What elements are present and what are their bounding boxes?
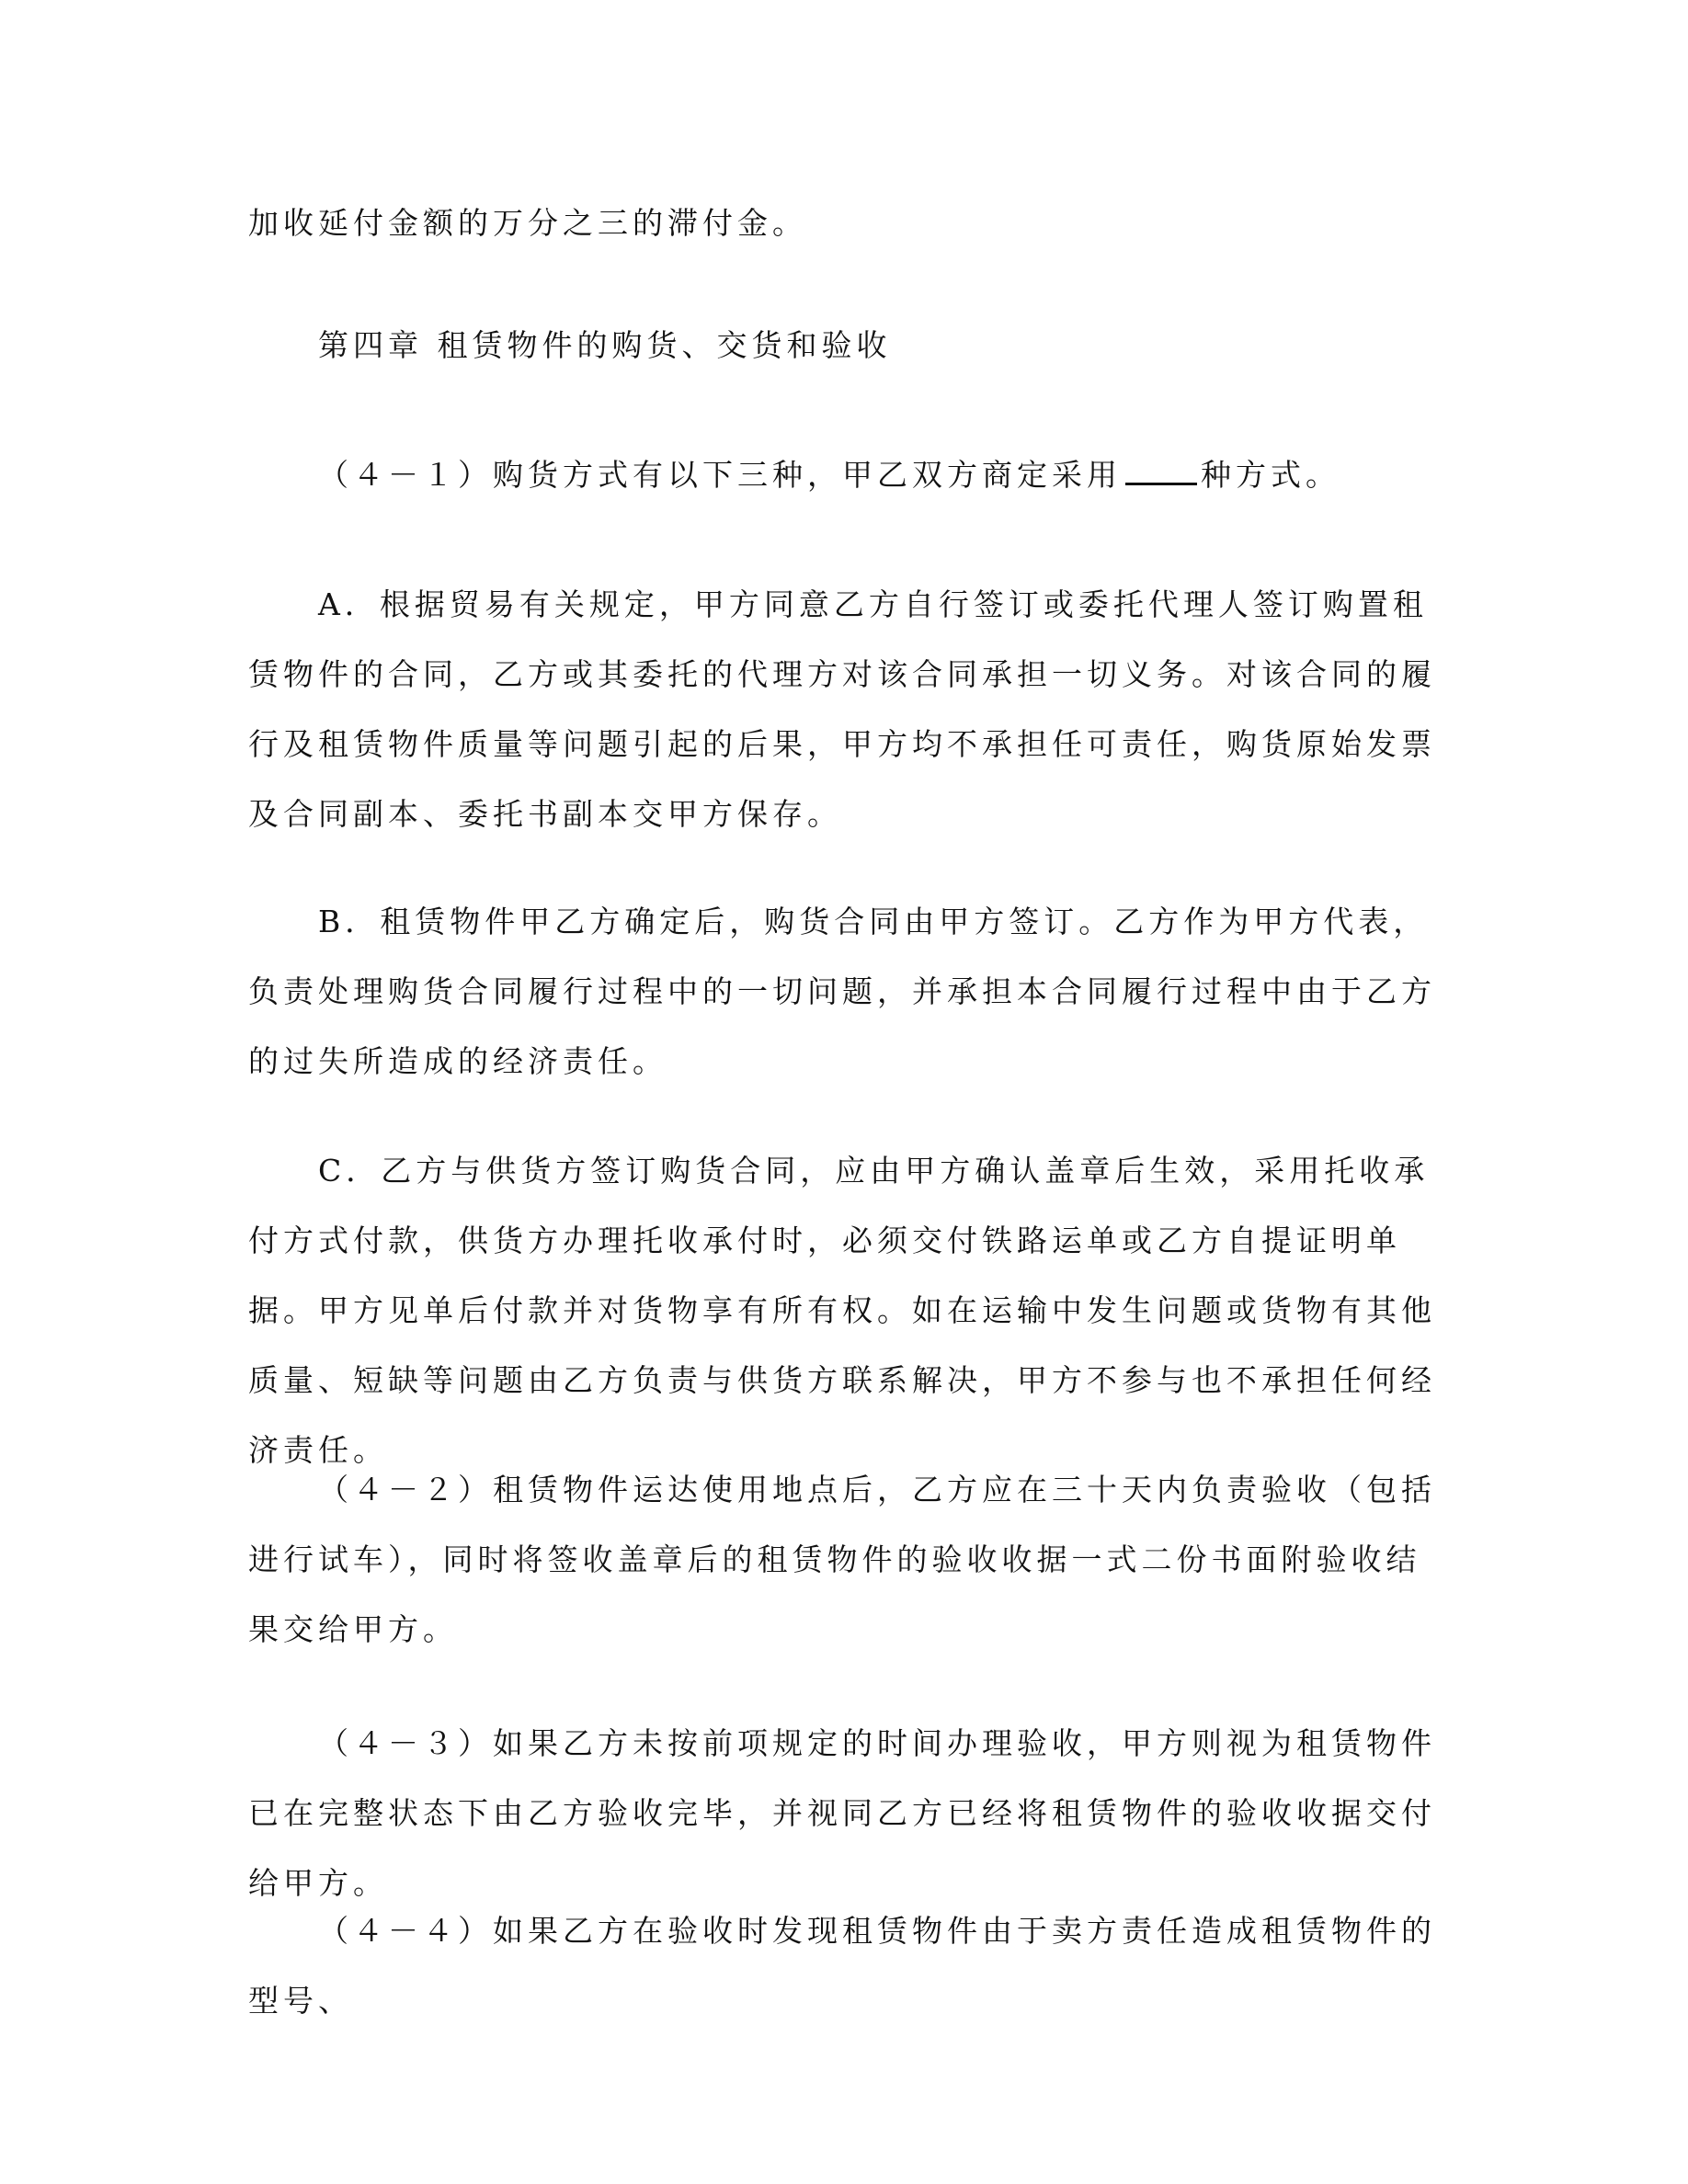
chapter-title: 第四章 租赁物件的购货、交货和验收 [318, 327, 892, 363]
paragraph-4-2 [248, 1455, 1440, 1665]
paragraph-text: A．根据贸易有关规定，甲方同意乙方自行签订或委托代理人签订购置租赁物件的合同，乙方或其委托的代理方对该合同承担一切义务。对该合同的履行及租赁物件质量等问题引起的后果，甲方均不承担任可责任，购货原始发票及合同副本、委托书副本交甲方保存。 [248, 586, 1436, 832]
fill-in-blank [1125, 459, 1197, 485]
paragraph-4-4 [248, 1896, 1440, 2036]
paragraph-b [248, 887, 1440, 1097]
paragraph-late-fee [248, 188, 1440, 258]
paragraph-text: （４－３）如果乙方未按前项规定的时间办理验收，甲方则视为租赁物件已在完整状态下由乙方验收完毕，并视同乙方已经将租赁物件的验收收据交付给甲方。 [248, 1725, 1436, 1901]
chapter-heading [248, 311, 1440, 381]
paragraph-text: C．乙方与供货方签订购货合同，应由甲方确认盖章后生效，采用托收承付方式付款，供货方办理托收承付时，必须交付铁路运单或乙方自提证明单据。甲方见单后付款并对货物享有所有权。如在运输中发生问题或货物有其他质量、短缺等问题由乙方负责与供货方联系解决，甲方不参与也不承担任何经济责任。 [248, 1153, 1436, 1468]
paragraph-text: （４－２）租赁物件运达使用地点后，乙方应在三十天内负责验收（包括进行试车），同时将签收盖章后的租赁物件的验收收据一式二份书面附验收结果交给甲方。 [248, 1472, 1436, 1647]
paragraph-c [248, 1136, 1440, 1485]
paragraph-a [248, 570, 1440, 849]
paragraph-4-1-text-after: 种方式。 [1201, 457, 1340, 493]
paragraph-text: B．租赁物件甲乙方确定后，购货合同由甲方签订。乙方作为甲方代表，负责处理购货合同履行过程中的一切问题，并承担本合同履行过程中由于乙方的过失所造成的经济责任。 [248, 904, 1436, 1079]
paragraph-text: 加收延付金额的万分之三的滞付金。 [248, 205, 807, 241]
paragraph-4-1 [248, 440, 1440, 510]
paragraph-text: （４－４）如果乙方在验收时发现租赁物件由于卖方责任造成租赁物件的型号、 [248, 1913, 1436, 2019]
paragraph-4-3 [248, 1709, 1440, 1918]
paragraph-4-1-text-before: （４－１）购货方式有以下三种，甲乙双方商定采用 [318, 457, 1122, 493]
paragraph-text [248, 440, 1440, 510]
